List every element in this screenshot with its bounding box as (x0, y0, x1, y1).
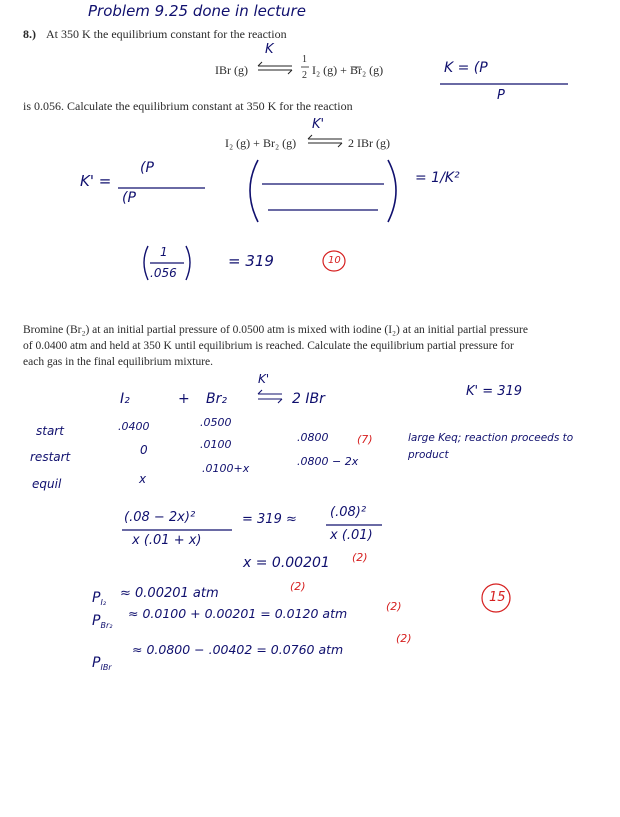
equals-one-over-k2: = 1/K² (415, 170, 460, 186)
calc-value: = 319 (228, 252, 274, 270)
ice-kprime-value: K' = 319 (466, 384, 523, 399)
ice-header-br2: Br₂ (206, 391, 227, 407)
p-ibr-value: ≈ 0.0800 − .00402 = 0.0760 atm (132, 642, 344, 657)
k-expression-den: P (497, 88, 505, 103)
part2-line3: each gas in the final equilibrium mixture. (23, 356, 214, 368)
calc-paren-left (144, 246, 148, 280)
restart-ibr: .0800 (297, 431, 329, 444)
part2-line1: Bromine (Br₂) at an initial partial pressure of 0.0500 atm is mixed with iodine (I₂) at an initial partial pressure (23, 324, 528, 336)
p-i2-label: $P_{I_2}$ (92, 590, 107, 607)
ice-arrow (258, 390, 282, 403)
p-ibr-label: $P_{IBr}$ (92, 655, 112, 672)
reaction1-reactant: IBr (g) (215, 63, 248, 77)
k-expression: K = (P (444, 60, 488, 76)
equil-i2: x (139, 472, 147, 486)
score-1: 10 (328, 255, 341, 266)
k-label: K (265, 42, 274, 57)
value-text: is 0.056. Calculate the equilibrium constant at 350 K for the reaction (23, 99, 353, 113)
kprime-lhs: K' = (80, 172, 112, 190)
kprime-denominator: (P (122, 190, 136, 206)
kprime-numerator: (P (140, 160, 154, 176)
eqn-numerator: (.08 − 2x)² (124, 510, 196, 525)
ice-plus: + (178, 391, 190, 407)
ice-header-ibr: 2 IBr (292, 391, 325, 407)
k-prime-label: K' (312, 117, 325, 132)
reaction2-reactants: I₂ (g) + Br₂ (g) (225, 136, 297, 150)
eqn-denominator: x (.01 + x) (132, 533, 202, 548)
calc-paren-right (186, 246, 190, 280)
calc-den: .056 (150, 266, 177, 280)
p-i2-points: (2) (290, 580, 306, 593)
title-note: Problem 9.25 done in lecture (88, 2, 306, 20)
approx-numerator: (.08)² (330, 505, 367, 520)
restart-i2: 0 (140, 443, 148, 457)
reaction1-half-a: 1 (302, 54, 307, 65)
equilibrium-arrow-1 (258, 62, 292, 74)
big-paren-right (388, 160, 396, 222)
p-br2-points: (2) (386, 600, 402, 613)
problem-intro: At 350 K the equilibrium constant for the reaction (46, 27, 287, 41)
equilibrium-arrow-2 (308, 135, 342, 147)
p-br2-label: $P_{Br_2}$ (92, 613, 113, 630)
eqn-mid: = 319 ≈ (242, 512, 297, 527)
large-k-note: large Keq; reaction proceeds to product (408, 432, 574, 461)
x-points: (2) (352, 551, 368, 564)
problem-number: 8.) (23, 27, 36, 41)
big-paren-left (250, 160, 258, 222)
start-i2: .0400 (118, 420, 150, 433)
p-ibr-points: (2) (396, 632, 412, 645)
row-equil: equil (32, 477, 62, 491)
score-2: 15 (489, 590, 506, 605)
ice-header-i2: I₂ (120, 391, 130, 407)
part2-line2: of 0.0400 atm and held at 350 K until equilibrium is reached. Calculate the equilibrium partial pressure for (23, 340, 514, 352)
ice-arrow-label: K' (258, 372, 270, 386)
p-br2-value: ≈ 0.0100 + 0.00201 = 0.0120 atm (128, 606, 348, 621)
start-br2: .0500 (200, 416, 232, 429)
equil-ibr: .0800 − 2x (297, 455, 359, 468)
row-restart: restart (30, 450, 71, 464)
row-start: start (36, 424, 64, 438)
equil-br2: .0100+x (202, 462, 250, 475)
approx-denominator: x (.01) (330, 528, 373, 543)
restart-br2: .0100 (200, 438, 232, 451)
restart-points: (7) (357, 433, 373, 446)
p-i2-value: ≈ 0.00201 atm (120, 586, 219, 601)
reaction2-product: 2 IBr (g) (348, 136, 390, 150)
reaction1-two-a: 2 (302, 70, 307, 81)
reaction1-products: I₂ (g) + Br₂ (g) (312, 63, 384, 77)
calc-one: 1 (160, 245, 168, 259)
x-result: x = 0.00201 (243, 555, 330, 571)
